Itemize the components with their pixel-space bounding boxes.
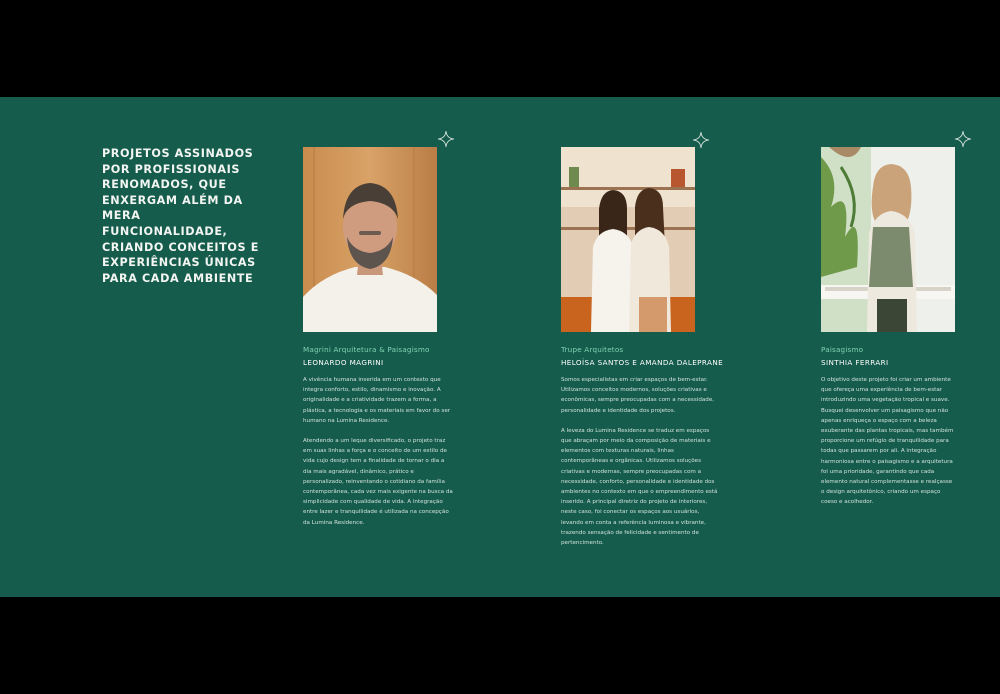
sparkle-icon (438, 131, 454, 147)
studio-name: Trupe Arquitetos (561, 345, 624, 354)
top-letterbox-band (0, 0, 1000, 97)
portrait-trupe-arquitetos (561, 147, 695, 332)
bio-paragraph: A vivência humana inserida em um contexto que integra conforto, estilo, dinamismo e inovação. A originalidade e a criatividade trazem a forma, a plástica, a tecnologia e os materiais em favor do ser humano na Lumina Residence. (303, 377, 451, 424)
bio-paragraph: Atendendo a um leque diversificado, o projeto traz em suas linhas a força e o conceito de um estilo de vida cujo design tem a finalidade de tornar o dia a dia mais agradável, dinâmico, prático e personalizado, reinventando o cotidiano da família contemporânea, cada vez mais exigente na busca da simplicidade com qualidade de vida. A integração entre lazer e tranquilidade é utilizada na concepção da Lumina Residence. (303, 438, 453, 526)
architect-bio (303, 375, 453, 538)
bottom-letterbox-band (0, 597, 1000, 694)
architect-name: SINTHIA FERRARI (821, 358, 889, 367)
page-headline: PROJETOS ASSINADOS POR PROFISSIONAIS RENOMADOS, QUE ENXERGAM ALÉM DA MERA FUNCIONALIDADE, CRIANDO CONCEITOS E EXPERIÊNCIAS ÚNICAS PARA CADA AMBIENTE (102, 147, 259, 285)
studio-name: Paisagismo (821, 345, 864, 354)
portrait-sinthia-ferrari (821, 147, 955, 332)
architect-name: HELOÍSA SANTOS E AMANDA DALEPRANE (561, 358, 724, 367)
architect-bio (821, 375, 955, 518)
sparkle-icon (693, 132, 709, 148)
bio-paragraph: O objetivo deste projeto foi criar um ambiente que ofereça uma experiência de bem-estar introduzindo uma vegetação tropical e suave. Busquei desenvolver um paisagismo que não apenas enriqueça o espaço com a beleza exuberante das plantas tropicais, mas também proporcione um refúgio de tranquilidade para todas que passarem por ali. A integração harmoniosa entre o paisagismo e a arquitetura foi uma prioridade, garantindo que cada elemento natural complementasse e realçasse o design arquitetônico, criando um espaço coeso e acolhedor. (821, 377, 954, 506)
sparkle-icon (955, 131, 971, 147)
studio-name: Magrini Arquitetura & Paisagismo (303, 345, 430, 354)
architect-name: LEONARDO MAGRINI (303, 358, 384, 367)
bio-paragraph: Somos especialistas em criar espaços de bem-estar. Utilizamos conceitos modernos, soluções criativas e econômicas, sempre preocupadas com a necessidade, personalidade e identidade dos projetos. (561, 377, 715, 414)
portrait-leonardo-magrini (303, 147, 437, 332)
bio-paragraph: A leveza do Lumina Residence se traduz em espaços que abraçam por meio da composição de materiais e elementos com texturas naturais, linhas contemporâneas e orgânicas. Utilizamos soluções criativas e modernas, sempre preocupadas com a necessidade, conforto, personalidade e identidade dos ambientes no contexto em que o empreendimento está inserido. A principal diretriz do projeto de interiores, neste caso, foi conectar os espaços aos usuários, levando em conta a referência luminosa e vibrante, trazendo sensação de felicidade e sentimento de pertencimento. (561, 427, 718, 547)
architect-bio (561, 375, 721, 558)
